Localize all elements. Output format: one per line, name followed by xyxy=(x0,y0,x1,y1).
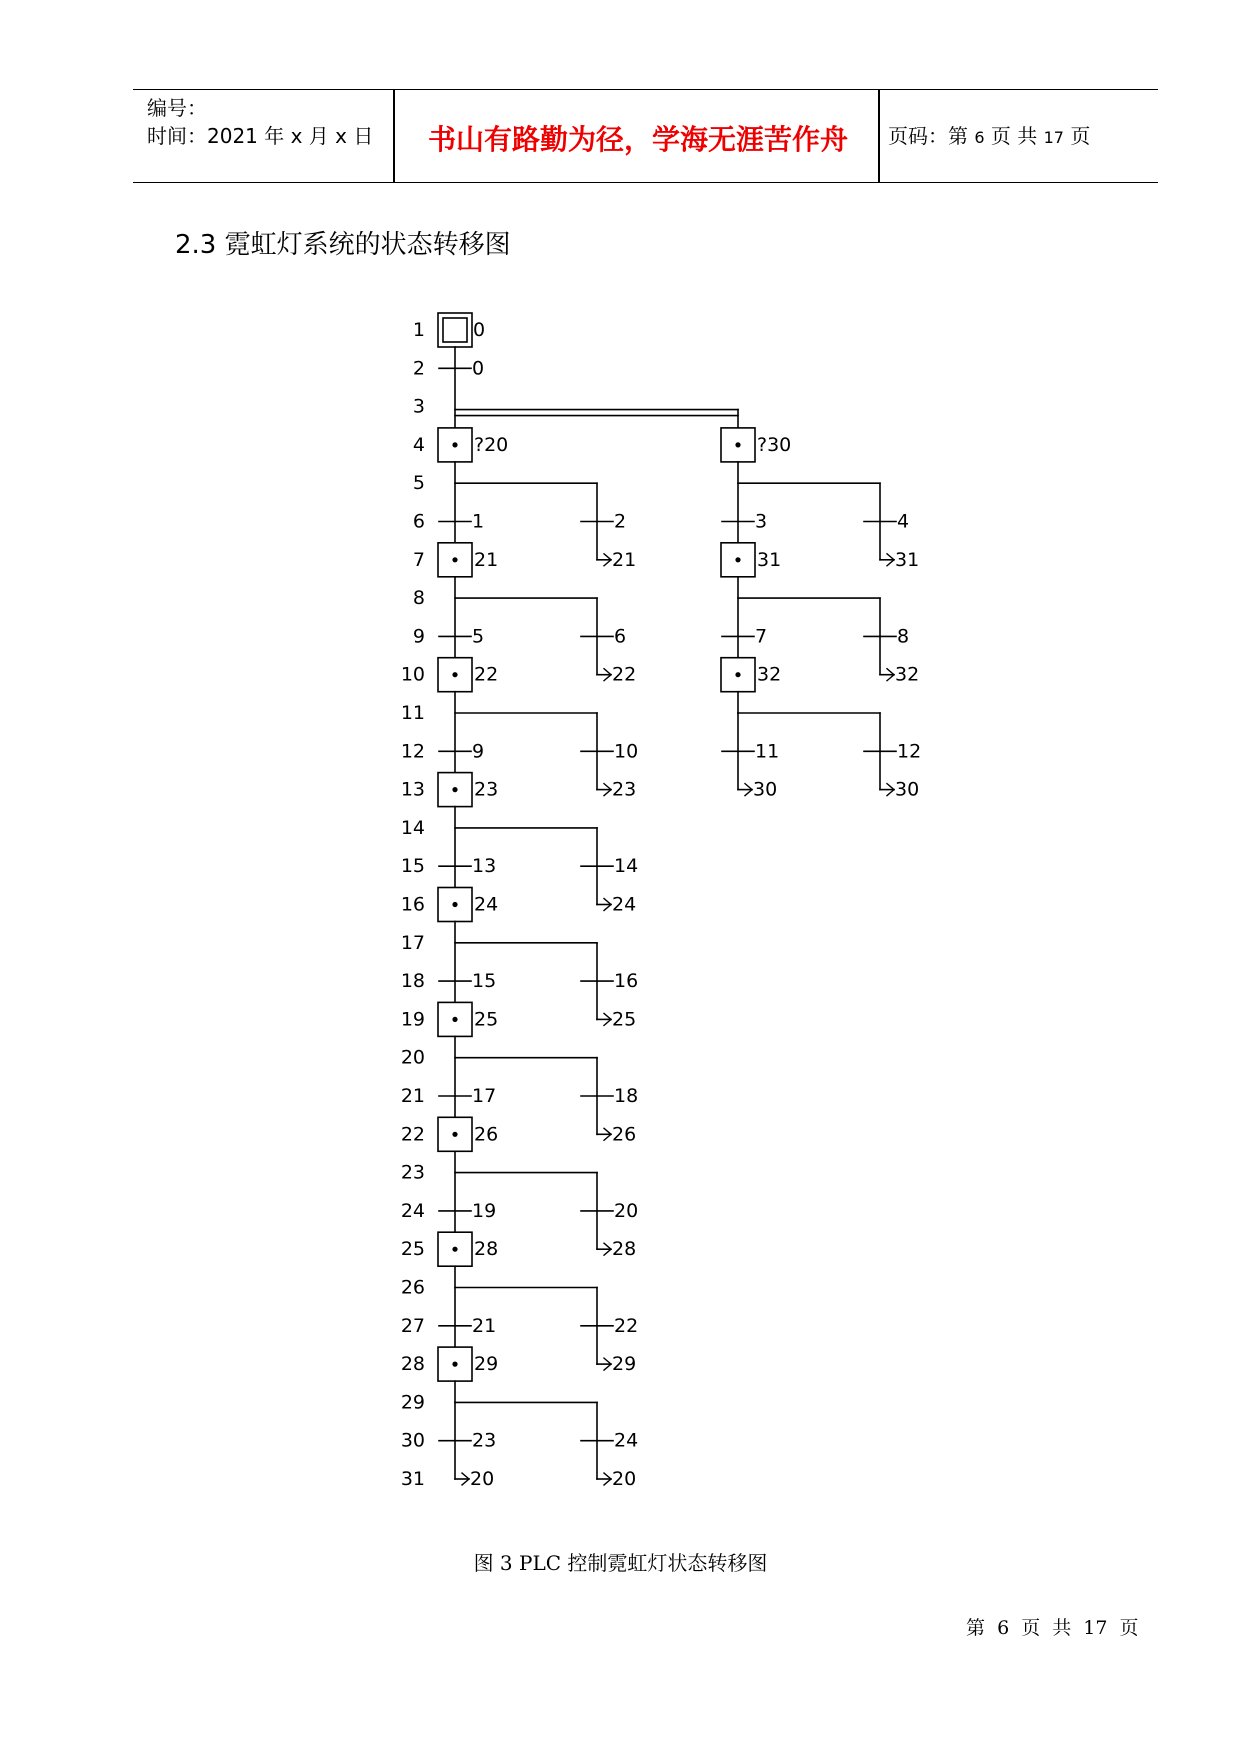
branch-a-step-dot xyxy=(452,1362,457,1367)
branch-a-step-dot xyxy=(452,902,457,907)
row-number: 15 xyxy=(400,855,425,878)
branch-a-step-dot xyxy=(452,1247,457,1252)
row-number: 28 xyxy=(400,1353,425,1376)
branch-a-alt-transition-label: 24 xyxy=(614,1429,639,1452)
row-number: 13 xyxy=(400,778,425,801)
branch-b-jump-label: 32 xyxy=(895,663,920,686)
branch-a-step-label: 26 xyxy=(474,1123,499,1146)
page-footer xyxy=(966,1613,1139,1640)
branch-a-alt-transition-label: 22 xyxy=(614,1314,639,1337)
branch-a-transition-label: 23 xyxy=(472,1429,497,1452)
row-number: 29 xyxy=(400,1391,425,1414)
branch-a-transition-label: 21 xyxy=(472,1314,497,1337)
branch-a-jump-label: 25 xyxy=(612,1008,637,1031)
row-number: 9 xyxy=(412,625,425,648)
row-number: 5 xyxy=(412,472,425,495)
branch-a-jump-label: 24 xyxy=(612,893,637,916)
branch-a-alt-transition-label: 16 xyxy=(614,970,639,993)
row-number: 24 xyxy=(400,1199,425,1222)
branch-b-jump-label: 30 xyxy=(895,778,920,801)
row-number: 23 xyxy=(400,1161,425,1184)
branch-a-step-dot xyxy=(452,557,457,562)
header-page-middle: 页 共 xyxy=(990,124,1038,148)
row-number: 12 xyxy=(400,740,425,763)
row-number: 17 xyxy=(400,931,425,954)
branch-a-jump-label: 22 xyxy=(612,663,637,686)
branch-a-step-dot xyxy=(452,672,457,677)
header-page-suffix: 页 xyxy=(1070,124,1091,148)
row-number: 18 xyxy=(400,970,425,993)
branch-b-transition-label: 7 xyxy=(755,625,768,648)
branch-a-transition-label: 9 xyxy=(472,740,485,763)
footer-prefix: 第 xyxy=(966,1617,986,1639)
branch-a-alt-transition-label: 14 xyxy=(614,855,639,878)
branch-a-alt-transition-label: 2 xyxy=(614,510,627,533)
branch-a-start-step-dot xyxy=(452,442,457,447)
branch-a-jump-label: 20 xyxy=(612,1468,637,1490)
branch-a-step-label: 24 xyxy=(474,893,499,916)
row-number: 14 xyxy=(400,816,425,839)
initial-step-inner-box xyxy=(443,318,467,342)
footer-suffix: 页 xyxy=(1119,1617,1139,1639)
initial-transition-label: 0 xyxy=(472,357,485,380)
branch-b-alt-transition-label: 4 xyxy=(897,510,910,533)
branch-b-transition-label: 3 xyxy=(755,510,768,533)
row-number: 1 xyxy=(412,319,425,341)
row-number: 26 xyxy=(400,1276,425,1299)
branch-a-start-step-label: ?20 xyxy=(474,433,509,456)
footer-total: 17 xyxy=(1083,1617,1108,1639)
branch-b-step-dot xyxy=(735,672,740,677)
header-page-prefix: 页码：第 xyxy=(888,124,968,148)
branch-a-step-label: 22 xyxy=(474,663,499,686)
branch-a-transition-label: 5 xyxy=(472,625,485,648)
initial-step-label: 0 xyxy=(473,319,486,341)
row-number: 8 xyxy=(412,587,425,610)
branch-a-transition-label: 13 xyxy=(472,855,497,878)
branch-a-alt-transition-label: 18 xyxy=(614,1085,639,1107)
section-title: 2.3 霓虹灯系统的状态转移图 xyxy=(175,230,511,260)
row-number: 7 xyxy=(412,548,425,571)
branch-a-transition-label: 15 xyxy=(472,970,497,993)
branch-b-step-dot xyxy=(735,557,740,562)
row-number: 19 xyxy=(400,1008,425,1031)
branch-b-start-step-dot xyxy=(735,442,740,447)
branch-b-alt-transition-label: 12 xyxy=(897,740,922,763)
branch-b-start-step-label: ?30 xyxy=(757,433,792,456)
document-number-label: 编号： xyxy=(147,96,207,120)
branch-a-jump-label: 23 xyxy=(612,778,637,801)
header-motto: 书山有路勤为径，学海无涯苦作舟 xyxy=(427,123,848,156)
branch-a-step-label: 28 xyxy=(474,1238,499,1261)
branch-b-step-label: 31 xyxy=(757,548,782,571)
branch-a-step-label: 21 xyxy=(474,548,499,571)
row-number: 6 xyxy=(412,510,425,533)
row-number: 25 xyxy=(400,1238,425,1261)
branch-a-jump-label: 21 xyxy=(612,548,637,571)
footer-page-number: 6 xyxy=(997,1617,1010,1639)
row-number: 20 xyxy=(400,1046,425,1069)
branch-a-alt-transition-label: 20 xyxy=(614,1199,639,1222)
branch-a-jump-label: 28 xyxy=(612,1238,637,1261)
branch-a-jump-label: 26 xyxy=(612,1123,637,1146)
row-number: 30 xyxy=(400,1429,425,1452)
branch-a-step-label: 25 xyxy=(474,1008,499,1031)
row-number: 11 xyxy=(400,702,425,724)
row-number: 22 xyxy=(400,1123,425,1146)
branch-a-step-dot xyxy=(452,1132,457,1137)
branch-a-transition-label: 17 xyxy=(472,1085,497,1107)
branch-a-alt-transition-label: 6 xyxy=(614,625,627,648)
row-number: 27 xyxy=(400,1314,425,1337)
row-number: 4 xyxy=(412,433,425,456)
figure-caption: 图 3 PLC 控制霓虹灯状态转移图 xyxy=(473,1551,768,1575)
header-page-total: 17 xyxy=(1043,128,1064,147)
branch-b-transition-label: 11 xyxy=(755,740,780,763)
branch-a-transition-label: 1 xyxy=(472,510,485,533)
branch-a-step-dot xyxy=(452,1017,457,1022)
row-number: 21 xyxy=(400,1085,425,1107)
branch-a-step-label: 29 xyxy=(474,1353,499,1376)
branch-a-jump-label: 29 xyxy=(612,1353,637,1376)
branch-a-step-dot xyxy=(452,787,457,792)
branch-b-alt-transition-label: 8 xyxy=(897,625,910,648)
row-number: 3 xyxy=(412,395,425,418)
branch-b-jump-label: 30 xyxy=(753,778,778,801)
branch-b-step-label: 32 xyxy=(757,663,782,686)
branch-a-step-label: 23 xyxy=(474,778,499,801)
row-number: 2 xyxy=(412,357,425,380)
branch-a-jump-label: 20 xyxy=(470,1468,495,1490)
row-number: 31 xyxy=(400,1468,425,1490)
row-number: 10 xyxy=(400,663,425,686)
footer-middle: 页 共 xyxy=(1021,1617,1072,1639)
row-number: 16 xyxy=(400,893,425,916)
branch-a-alt-transition-label: 10 xyxy=(614,740,639,763)
header-page-number: 6 xyxy=(974,128,985,147)
branch-b-jump-label: 31 xyxy=(895,548,920,571)
document-time-label: 时间：2021 年 x 月 x 日 xyxy=(147,124,374,148)
branch-a-transition-label: 19 xyxy=(472,1199,497,1222)
